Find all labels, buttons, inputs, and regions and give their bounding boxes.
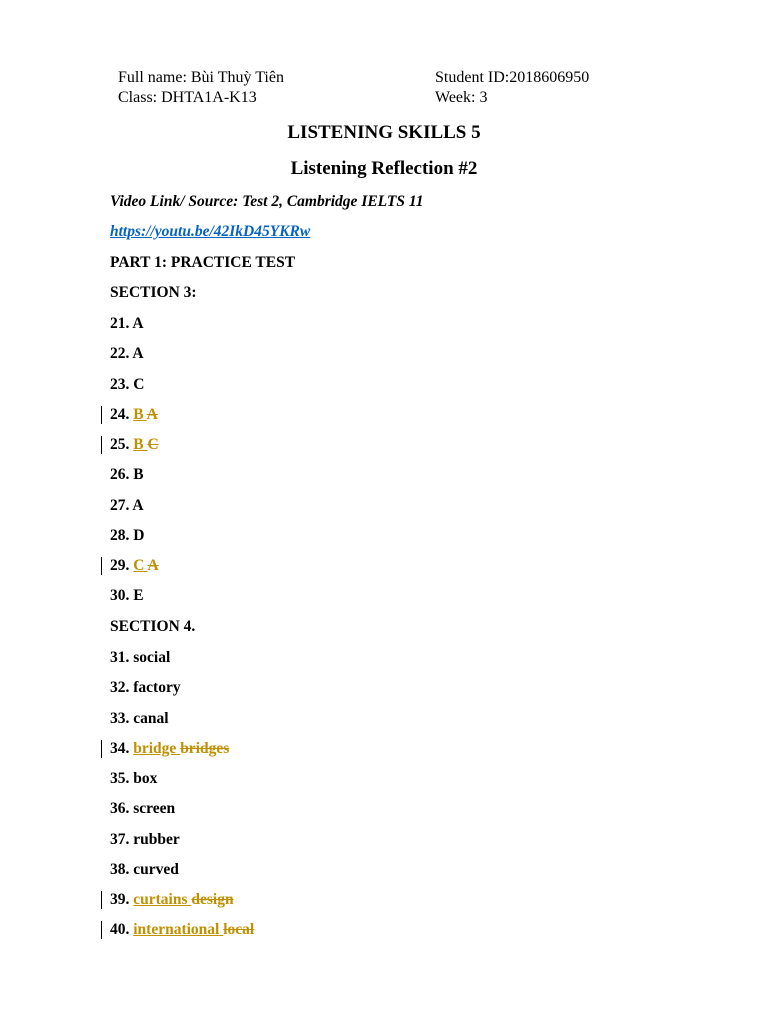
answer-item bbox=[110, 435, 159, 455]
answer-item bbox=[110, 375, 144, 395]
answer-text: screen bbox=[133, 800, 176, 817]
revision-bar bbox=[101, 406, 102, 424]
week-label: Week: 3 bbox=[435, 89, 488, 106]
answer-text: B bbox=[133, 466, 144, 483]
answer-text: E bbox=[133, 587, 144, 604]
deleted-answer: A bbox=[147, 557, 159, 574]
answer-number: 32. bbox=[110, 679, 134, 696]
revision-bar bbox=[101, 891, 102, 909]
answer-item bbox=[110, 769, 157, 789]
answer-number: 34. bbox=[110, 740, 134, 757]
video-source: Video Link/ Source: Test 2, Cambridge IELTS 11 bbox=[110, 193, 424, 210]
answer-item bbox=[110, 526, 144, 546]
revision-bar bbox=[101, 436, 102, 454]
answer-item bbox=[110, 496, 144, 516]
section3-heading: SECTION 3: bbox=[110, 284, 197, 301]
answer-number: 27. bbox=[110, 497, 133, 514]
full-name: Full name: Bùi Thuỳ Tiên bbox=[118, 69, 284, 86]
inserted-answer: international bbox=[133, 921, 224, 938]
deleted-answer: design bbox=[191, 891, 234, 908]
answer-text: canal bbox=[133, 710, 169, 727]
answer-item bbox=[110, 799, 175, 819]
answer-text: factory bbox=[133, 679, 181, 696]
answer-number: 30. bbox=[110, 587, 134, 604]
answer-text: C bbox=[133, 376, 145, 393]
inserted-answer: curtains bbox=[133, 891, 192, 908]
inserted-answer: B bbox=[133, 436, 148, 453]
answer-number: 35. bbox=[110, 770, 134, 787]
answer-item bbox=[110, 890, 234, 910]
answer-number: 39. bbox=[110, 891, 134, 908]
answer-item bbox=[110, 556, 159, 576]
answer-item bbox=[110, 344, 144, 364]
student-id: Student ID:2018606950 bbox=[435, 69, 590, 86]
answer-text: D bbox=[133, 527, 145, 544]
answer-item bbox=[110, 830, 180, 850]
section4-heading: SECTION 4. bbox=[110, 618, 196, 635]
answer-item bbox=[110, 860, 179, 880]
answer-text: A bbox=[132, 315, 144, 332]
answer-number: 31. bbox=[110, 649, 134, 666]
class-label: Class: DHTA1A-K13 bbox=[118, 89, 257, 106]
answer-number: 36. bbox=[110, 800, 134, 817]
answer-number: 28. bbox=[110, 527, 134, 544]
deleted-answer: C bbox=[147, 436, 159, 453]
inserted-answer: B bbox=[133, 406, 147, 423]
deleted-answer: bridges bbox=[180, 740, 230, 757]
answer-number: 38. bbox=[110, 861, 134, 878]
answer-item bbox=[110, 920, 254, 940]
inserted-answer: C bbox=[133, 557, 148, 574]
document-subtitle: Listening Reflection #2 bbox=[290, 158, 478, 179]
deleted-answer: A bbox=[146, 406, 158, 423]
inserted-answer: bridge bbox=[133, 740, 181, 757]
answer-number: 26. bbox=[110, 466, 134, 483]
answer-number: 29. bbox=[110, 557, 134, 574]
answer-number: 40. bbox=[110, 921, 134, 938]
answer-number: 37. bbox=[110, 831, 134, 848]
answer-item bbox=[110, 739, 229, 759]
url-line bbox=[110, 222, 310, 242]
answer-item bbox=[110, 648, 170, 668]
answer-item bbox=[110, 405, 158, 425]
answer-number: 23. bbox=[110, 376, 134, 393]
answer-text: social bbox=[133, 649, 171, 666]
video-url-link[interactable]: https://youtu.be/42IkD45YKRw bbox=[110, 223, 311, 240]
answer-text: curved bbox=[133, 861, 179, 878]
revision-bar bbox=[101, 740, 102, 758]
answer-item bbox=[110, 709, 169, 729]
answer-item bbox=[110, 586, 144, 606]
answer-text: A bbox=[132, 497, 144, 514]
answer-text: A bbox=[132, 345, 144, 362]
revision-bar bbox=[101, 921, 102, 939]
answer-item bbox=[110, 678, 181, 698]
document-title: LISTENING SKILLS 5 bbox=[287, 122, 481, 143]
answer-number: 24. bbox=[110, 406, 134, 423]
revision-bar bbox=[101, 557, 102, 575]
part-heading: PART 1: PRACTICE TEST bbox=[110, 254, 296, 271]
answer-text: rubber bbox=[133, 831, 180, 848]
deleted-answer: local bbox=[223, 921, 255, 938]
answer-number: 25. bbox=[110, 436, 134, 453]
answer-number: 22. bbox=[110, 345, 133, 362]
answer-text: box bbox=[133, 770, 158, 787]
answer-number: 33. bbox=[110, 710, 134, 727]
answer-number: 21. bbox=[110, 315, 133, 332]
answer-item bbox=[110, 314, 144, 334]
answer-item bbox=[110, 465, 144, 485]
